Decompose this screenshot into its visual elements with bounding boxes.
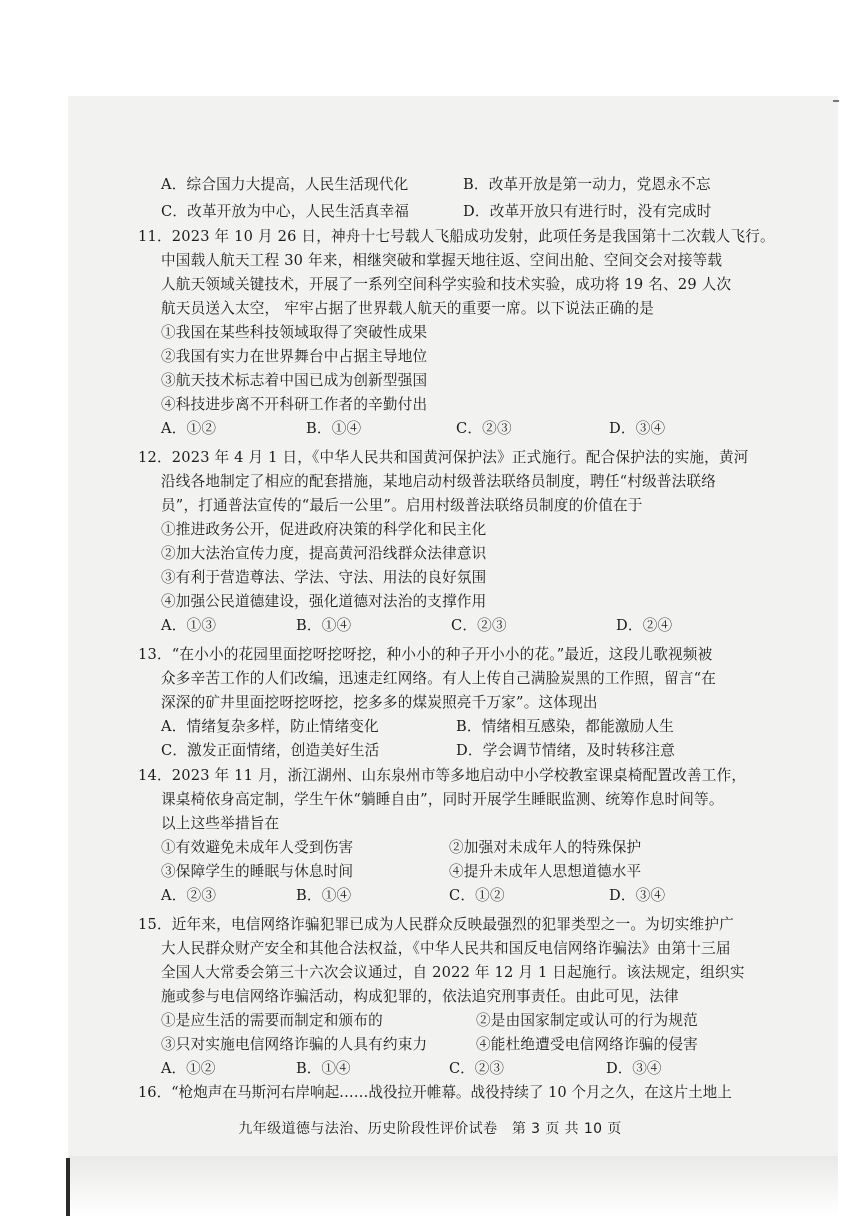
q14-option-c: C．①② bbox=[449, 887, 505, 904]
q12-statement-4: ④加强公民道德建设，强化道德对法治的支撑作用 bbox=[161, 593, 487, 610]
q14-option-d: D．③④ bbox=[609, 887, 666, 904]
q14-statement-2: ②加强对未成年人的特殊保护 bbox=[449, 839, 642, 856]
q11-statement-4: ④科技进步离不开科研工作者的辛勤付出 bbox=[161, 396, 428, 413]
q14-option-b: B．①④ bbox=[296, 887, 352, 904]
q15-statement-3: ③只对实施电信网络诈骗的人具有约束力 bbox=[161, 1036, 428, 1053]
q15-stem-line-4: 施或参与电信网络诈骗活动，构成犯罪的，依法追究刑事责任。由此可见，法律 bbox=[161, 988, 679, 1005]
q14-statement-1: ①有效避免未成年人受到伤害 bbox=[161, 839, 354, 856]
q12-stem-line-1: 12．2023 年 4 月 1 日，《中华人民共和国黄河保护法》正式施行。配合保护法的实施，黄河 bbox=[138, 449, 749, 466]
q11-statement-2: ②我国有实力在世界舞台中占据主导地位 bbox=[161, 348, 428, 365]
q15-stem-line-3: 全国人大常委会第三十六次会议通过，自 2022 年 12 月 1 日起施行。该法规定，组织实 bbox=[161, 964, 745, 981]
q13-option-a: A．情绪复杂多样，防止情绪变化 bbox=[161, 718, 379, 735]
q13-option-d: D．学会调节情绪，及时转移注意 bbox=[456, 742, 676, 759]
q15-statement-1: ①是应生活的需要而制定和颁布的 bbox=[161, 1012, 383, 1029]
q15-option-d: D．③④ bbox=[606, 1060, 662, 1077]
q15-statement-2: ②是由国家制定或认可的行为规范 bbox=[476, 1012, 698, 1029]
q14-stem-line-2: 课桌椅依身高定制，学生午休“躺睡自由”，同时开展学生睡眠监测、统筹作息时间等。 bbox=[161, 791, 724, 808]
q15-option-c: C．②③ bbox=[449, 1060, 504, 1077]
q11-option-a: A．①② bbox=[161, 420, 217, 437]
q13-stem-line-2: 众多辛苦工作的人们改编，迅速走红网络。有人上传自己满脸炭黑的工作照，留言“在 bbox=[161, 670, 717, 687]
q11-stem-line-2: 中国载人航天工程 30 年来，相继突破和掌握天地往返、空间出舱、空间交会对接等载 bbox=[161, 252, 723, 269]
q12-statement-3: ③有利于营造尊法、学法、守法、用法的良好氛围 bbox=[161, 569, 487, 586]
page-footer: 九年级道德与法治、历史阶段性评价试卷 第 3 页 共 10 页 bbox=[238, 1121, 622, 1137]
q15-stem-line-2: 大人民群众财产安全和其他合法权益，《中华人民共和国反电信网络诈骗法》由第十三届 bbox=[161, 940, 731, 957]
q12-statement-2: ②加大法治宣传力度，提高黄河沿线群众法律意识 bbox=[161, 545, 487, 562]
q10-option-a: A．综合国力大提高，人民生活现代化 bbox=[161, 176, 409, 193]
q12-option-c: C．②③ bbox=[451, 617, 507, 634]
q11-statement-3: ③航天技术标志着中国已成为创新型强国 bbox=[161, 372, 428, 389]
q13-stem-line-1: 13．“在小小的花园里面挖呀挖呀挖，种小小的种子开小小的花。”最近，这段儿歌视频被 bbox=[138, 646, 713, 663]
q13-option-b: B．情绪相互感染，都能激励人生 bbox=[456, 718, 675, 735]
q11-option-c: C．②③ bbox=[456, 420, 512, 437]
q14-option-a: A．②③ bbox=[161, 887, 217, 904]
q14-statement-4: ④提升未成年人思想道德水平 bbox=[449, 863, 642, 880]
q13-stem-line-3: 深深的矿井里面挖呀挖呀挖，挖多多的煤炭照亮千万家”。这体现出 bbox=[161, 694, 598, 711]
q14-stem-line-3: 以上这些举措旨在 bbox=[161, 815, 280, 832]
q11-option-d: D．③④ bbox=[609, 420, 666, 437]
q12-option-b: B．①④ bbox=[296, 617, 352, 634]
q16-stem-line-1: 16．“枪炮声在马斯河右岸响起……战役拉开帷幕。战役持续了 10 个月之久，在这片土地上 bbox=[138, 1084, 732, 1101]
q12-stem-line-3: 员”，打通普法宣传的“最后一公里”。启用村级普法联络员制度的价值在于 bbox=[161, 497, 643, 514]
q13-option-c: C．激发正面情绪，创造美好生活 bbox=[161, 742, 380, 759]
q11-option-b: B．①④ bbox=[306, 420, 362, 437]
q12-stem-line-2: 沿线各地制定了相应的配套措施，某地启动村级普法联络员制度，聘任“村级普法联络 bbox=[161, 473, 717, 490]
q11-statement-1: ①我国在某些科技领域取得了突破性成果 bbox=[161, 324, 428, 341]
q12-statement-1: ①推进政务公开，促进政府决策的科学化和民主化 bbox=[161, 521, 487, 538]
q15-statement-4: ④能杜绝遭受电信网络诈骗的侵害 bbox=[476, 1036, 698, 1053]
q10-option-d: D．改革开放只有进行时，没有完成时 bbox=[463, 203, 712, 220]
q15-option-b: B．①④ bbox=[296, 1060, 351, 1077]
q11-stem-line-1: 11．2023 年 10 月 26 日，神舟十七号载人飞船成功发射，此项任务是我国第十二次载人飞行。 bbox=[138, 228, 775, 245]
q15-stem-line-1: 15．近年来，电信网络诈骗犯罪已成为人民群众反映最强烈的犯罪类型之一。为切实维护广 bbox=[138, 916, 734, 933]
q14-statement-3: ③保障学生的睡眠与休息时间 bbox=[161, 863, 354, 880]
q11-stem-line-3: 人航天领域关键技术，开展了一系列空间科学实验和技术实验，成功将 19 名、29 人次 bbox=[161, 276, 732, 293]
q15-option-a: A．①② bbox=[161, 1060, 216, 1077]
q10-option-b: B．改革开放是第一动力，党恩永不忘 bbox=[463, 176, 711, 193]
q12-option-a: A．①③ bbox=[161, 617, 217, 634]
q12-option-d: D．②④ bbox=[616, 617, 673, 634]
q14-stem-line-1: 14．2023 年 11 月，浙江湖州、山东泉州市等多地启动中小学校教室课桌椅配置改善工作， bbox=[138, 767, 747, 784]
q11-stem-line-4: 航天员送入太空， 牢牢占据了世界载人航天的重要一席。以下说法正确的是 bbox=[161, 300, 655, 317]
q10-option-c: C．改革开放为中心，人民生活真幸福 bbox=[161, 203, 410, 220]
